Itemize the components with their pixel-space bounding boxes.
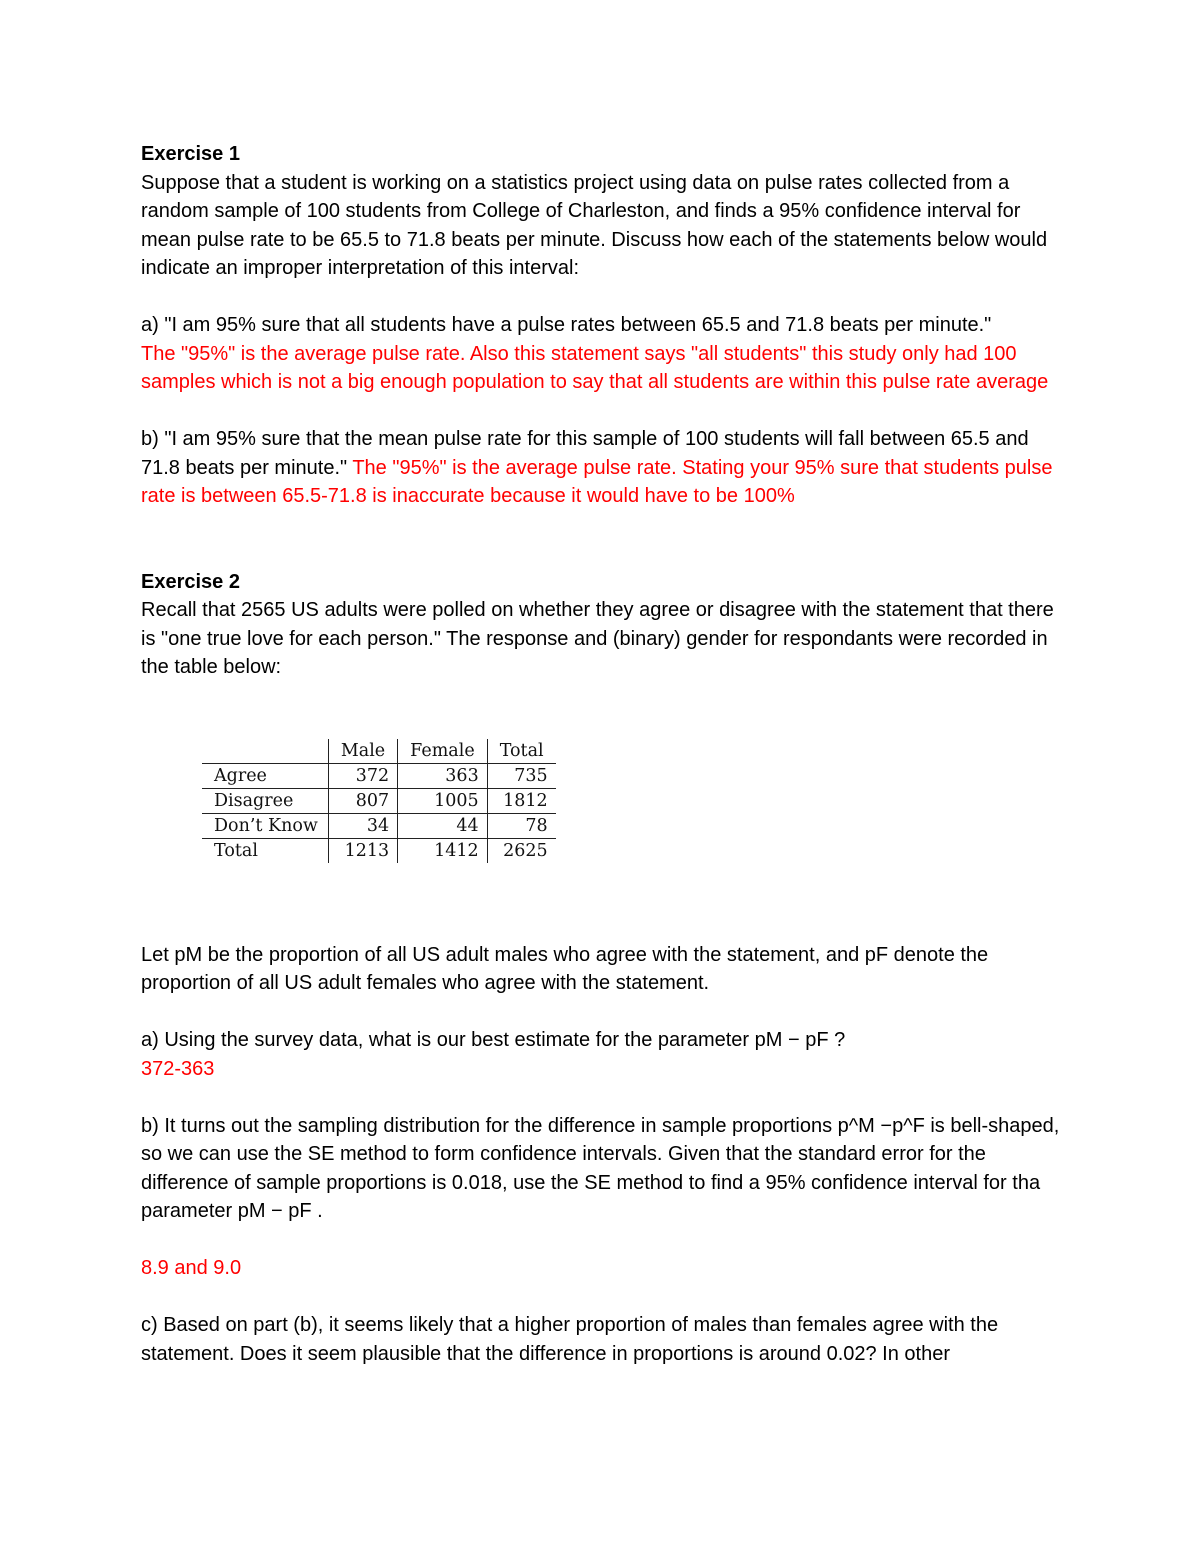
table-corner (202, 739, 328, 764)
exercise-2-question-a: a) Using the survey data, what is our best estimate for the parameter pM − pF ? (141, 1029, 846, 1051)
table-header-male: Male (328, 739, 397, 764)
table-row (202, 788, 556, 813)
table-header-female: Female (398, 739, 488, 764)
exercise-2-definition: Let pM be the proportion of all US adult males who agree with the statement, and pF denote the proportion of all US adult females who agree with the statement. (141, 943, 989, 994)
table-cell: 807 (328, 788, 397, 813)
exercise-1-answer-b: The "95%" is the average pulse rate. Stating your 95% sure that students pulse rate is between 65.5-71.8 is inaccurate because it would have to be 100% (141, 456, 1053, 507)
table-row-label: Disagree (202, 788, 328, 813)
table-row (202, 813, 556, 838)
table-cell: 1812 (487, 788, 555, 813)
exercise-2-answer-b: 8.9 and 9.0 (141, 1257, 242, 1279)
table-cell: 34 (328, 813, 397, 838)
table-row (202, 763, 556, 788)
table-cell: 735 (487, 763, 555, 788)
exercise-2-answer-a: 372-363 (141, 1057, 215, 1080)
table-header-total: Total (487, 739, 555, 764)
table-cell: 363 (398, 763, 488, 788)
exercise-1-answer-a: The "95%" is the average pulse rate. Also this statement says "all students" this study only had 100 samples which is not a big enough population to say that all students are within this pulse rate average (141, 342, 1049, 393)
table-row-label: Agree (202, 763, 328, 788)
table-cell: 78 (487, 813, 555, 838)
exercise-2-question-b: b) It turns out the sampling distribution for the difference in sample proportions p^M −p^F is bell-shaped, so we can use the SE method to form confidence intervals. Given that the standard error for the difference of sample proportions is 0.018, use the SE method to find a 95% confidence interval for tha parameter pM − pF . (141, 1114, 1060, 1222)
exercise-1-question-a: a) "I am 95% sure that all students have a pulse rates between 65.5 and 71.8 beats per minute." (141, 314, 992, 336)
table-cell: 1412 (398, 838, 488, 863)
table-row-label: Total (214, 840, 258, 861)
table-cell: 1213 (328, 838, 397, 863)
table-cell: 44 (398, 813, 488, 838)
contingency-table-figure (202, 739, 1071, 886)
table-cell: 1005 (398, 788, 488, 813)
table-cell: 2625 (487, 838, 555, 863)
document-content (141, 140, 1071, 1368)
table-row (202, 838, 556, 863)
table-row-label: Don’t Know (202, 813, 328, 838)
exercise-1-question-b-text: b) "I am 95% sure that the mean pulse rate for this sample of 100 students will fall between 65.5 and 71.8 beats per minute." (141, 428, 1029, 479)
exercise-2-intro: Recall that 2565 US adults were polled on whether they agree or disagree with the statement that there is "one true love for each person." The response and (binary) gender for respondants were recorded in the table below: (141, 599, 1054, 678)
contingency-table (202, 739, 556, 863)
table-cell: 372 (328, 763, 397, 788)
exercise-1-heading: Exercise 1 (141, 143, 240, 165)
exercise-1-intro: Suppose that a student is working on a statistics project using data on pulse rates collected from a random sample of 100 students from College of Charleston, and finds a 95% confidence interval for mean pulse rate to be 65.5 to 71.8 beats per minute. Discuss how each of the statements below would indicate an improper interpretation of this interval: (141, 171, 1048, 279)
exercise-2-question-c: c) Based on part (b), it seems likely that a higher proportion of males than females agree with the statement. Does it seem plausible that the difference in proportions is around 0.02? In other (141, 1314, 999, 1365)
exercise-1-question-b (141, 425, 1071, 511)
exercise-2-heading: Exercise 2 (141, 570, 240, 593)
